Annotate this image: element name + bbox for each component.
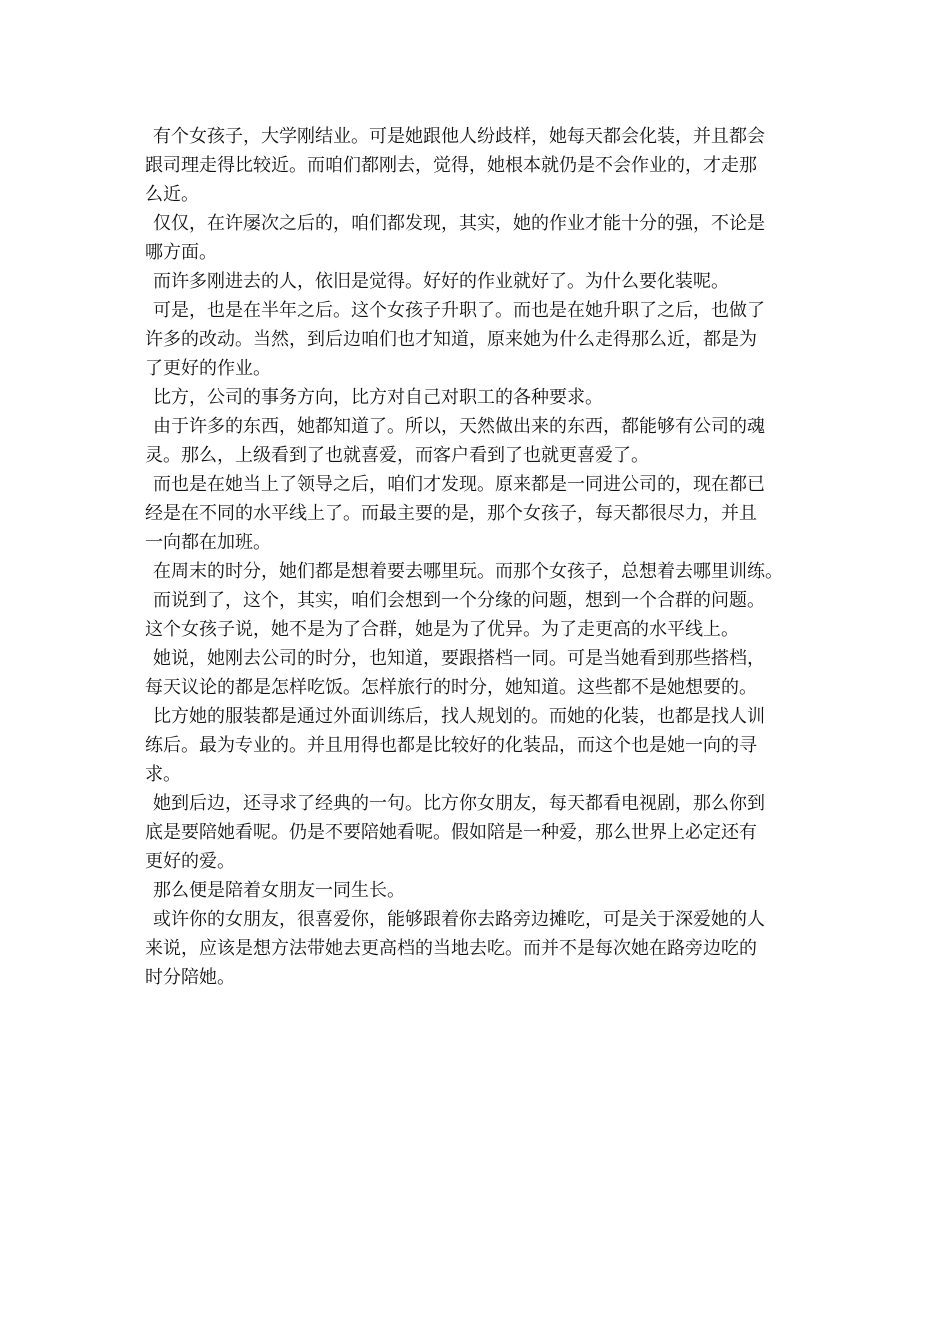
text-line: 而说到了，这个，其实，咱们会想到一个分缘的问题，想到一个合群的问题。 [153, 590, 765, 611]
text-line: 她说，她刚去公司的时分，也知道，要跟搭档一同。可是当她看到那些搭档， [153, 648, 765, 669]
text-line: 来说，应该是想方法带她去更高档的当地去吃。而并不是每次她在路旁边吃的 [145, 938, 757, 959]
text-line: 时分陪她。 [145, 967, 235, 988]
text-line: 经是在不同的水平线上了。而最主要的是，那个女孩子，每天都很尽力，并且 [145, 503, 757, 524]
text-line: 许多的改动。当然，到后边咱们也才知道，原来她为什么走得那么近，都是为 [145, 329, 757, 350]
text-line: 或许你的女朋友，很喜爱你，能够跟着你去路旁边摊吃，可是关于深爱她的人 [153, 909, 765, 930]
text-line: 哪方面。 [145, 242, 217, 263]
text-line: 由于许多的东西，她都知道了。所以，天然做出来的东西，都能够有公司的魂 [153, 416, 765, 437]
text-line: 而许多刚进去的人，依旧是觉得。好好的作业就好了。为什么要化装呢。 [153, 271, 729, 292]
text-line: 比方她的服装都是通过外面训练后，找人规划的。而她的化装，也都是找人训 [153, 706, 765, 727]
text-line: 灵。那么，上级看到了也就喜爱，而客户看到了也就更喜爱了。 [145, 445, 649, 466]
text-line: 么近。 [145, 184, 199, 205]
text-line: 了更好的作业。 [145, 358, 271, 379]
text-line: 求。 [145, 764, 181, 785]
text-line: 而也是在她当上了领导之后，咱们才发现。原来都是一同进公司的，现在都已 [153, 474, 765, 495]
text-line: 底是要陪她看呢。仍是不要陪她看呢。假如陪是一种爱，那么世界上必定还有 [145, 822, 757, 843]
text-line: 有个女孩子，大学刚结业。可是她跟他人纷歧样，她每天都会化装，并且都会 [153, 126, 765, 147]
text-line: 那么便是陪着女朋友一同生长。 [153, 880, 405, 901]
text-line: 可是，也是在半年之后。这个女孩子升职了。而也是在她升职了之后，也做了 [153, 300, 765, 321]
text-line: 练后。最为专业的。并且用得也都是比较好的化装品，而这个也是她一向的寻 [145, 735, 757, 756]
article-body [145, 122, 825, 992]
text-line: 跟司理走得比较近。而咱们都刚去，觉得，她根本就仍是不会作业的，才走那 [145, 155, 757, 176]
text-line: 她到后边，还寻求了经典的一句。比方你女朋友，每天都看电视剧，那么你到 [153, 793, 765, 814]
text-line: 比方，公司的事务方向，比方对自己对职工的各种要求。 [153, 387, 603, 408]
text-line: 在周末的时分，她们都是想着要去哪里玩。而那个女孩子，总想着去哪里训练。 [153, 561, 783, 582]
text-line: 每天议论的都是怎样吃饭。怎样旅行的时分，她知道。这些都不是她想要的。 [145, 677, 757, 698]
text-line: 这个女孩子说，她不是为了合群，她是为了优异。为了走更高的水平线上。 [145, 619, 739, 640]
text-line: 仅仅，在许屡次之后的，咱们都发现，其实，她的作业才能十分的强，不论是 [153, 213, 765, 234]
text-line: 更好的爱。 [145, 851, 235, 872]
text-line: 一向都在加班。 [145, 532, 271, 553]
